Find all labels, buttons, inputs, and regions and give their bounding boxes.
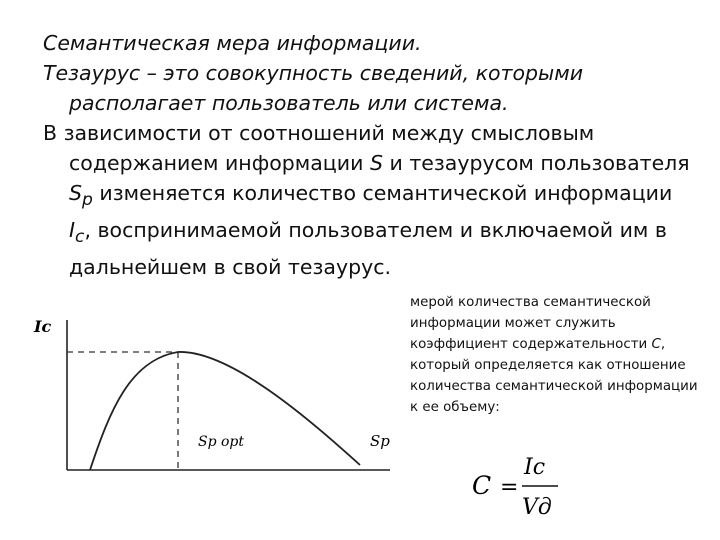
dep-symbol-sp [69,181,93,211]
main-text [43,28,693,282]
thesaurus-definition: Тезаурус – это совокупность сведений, которыми располагает пользователь или система. [43,61,584,115]
x-axis-label: Sp [370,432,390,450]
opt-label: Sp opt [198,434,245,450]
semantic-info-graph [20,300,400,480]
formula-equals: = [500,475,519,500]
note-text-2: , который определяется как отношение количества семантической информации к ее объему: [410,337,698,415]
dep-symbol-ic [69,218,85,248]
dep-symbol-ic-main: I [69,218,76,243]
formula-denominator: Vд [522,495,552,520]
dep-text-4: , воспринимаемой пользователем и включаемой им в дальнейшем в свой тезаурус. [69,218,667,280]
info-curve [90,352,360,470]
content-coefficient-formula [466,446,596,526]
dep-symbol-sp-main: S [69,181,83,205]
note-text-1: мерой количества семантической информации может служить коэффициент содержательности [410,295,651,352]
note-symbol-c: C [651,337,661,352]
content-coefficient-note [410,292,700,418]
y-axis-label: Iс [34,317,52,336]
formula-lhs: C [472,471,492,500]
dep-text-2: и тезаурусом пользователя [389,151,690,175]
dep-text-1: В зависимости от соотношений между смысловым содержанием информации [43,121,595,175]
dep-text-3: изменяется количество семантической информации [99,181,673,205]
dep-symbol-sp-sub: p [82,190,93,211]
dep-symbol-ic-sub: c [75,227,85,248]
dep-symbol-s: S [369,151,383,175]
slide-title: Семантическая мера информации. [43,31,422,55]
formula-numerator: Iс [524,455,546,480]
dependency-paragraph [43,118,693,282]
